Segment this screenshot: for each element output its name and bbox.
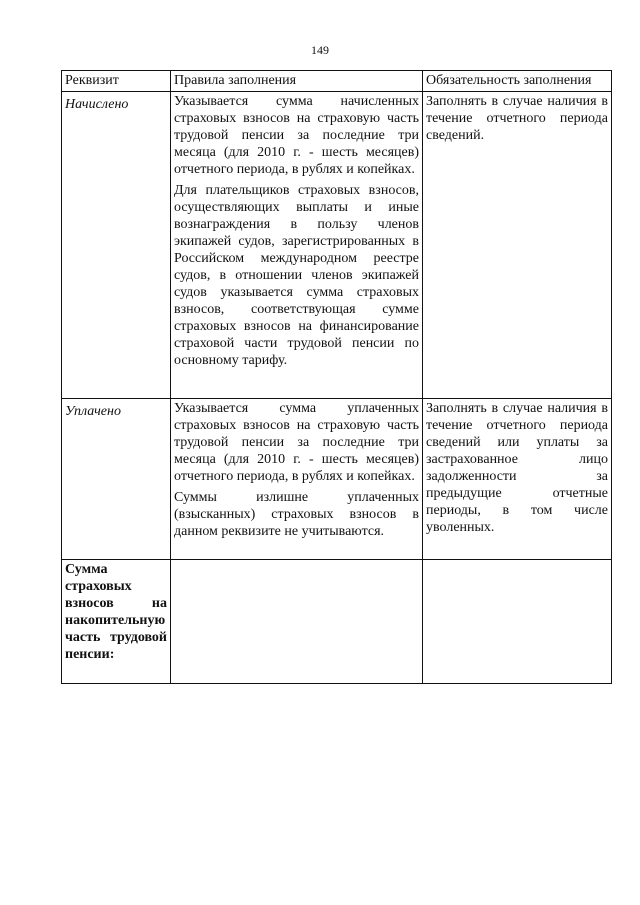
header-rules: Правила заполнения <box>171 71 423 92</box>
obligation-cell: Заполнять в случае наличия в течение отчетного периода сведений или уплаты за застрахованное лицо задолженности за предыдущие отчетные периоды, в том числе уволенных. <box>423 399 612 560</box>
rules-paragraph: Указывается сумма начисленных страховых взносов на страховую часть трудовой пенсии за последние три месяца (для 2010 г. - шесть месяцев) отчетного периода, в рублях и копейках. <box>174 94 419 177</box>
rules-cell <box>171 92 423 399</box>
requisite-cell: Уплачено <box>62 399 171 560</box>
table-header-row <box>62 71 612 92</box>
requisites-table <box>61 70 612 684</box>
rules-cell <box>171 399 423 560</box>
requisite-cell: Начислено <box>62 92 171 399</box>
table-row <box>62 399 612 560</box>
obligation-cell <box>423 560 612 684</box>
rules-paragraph: Для плательщиков страховых взносов, осуществляющих выплаты и иные вознаграждения в пользу членов экипажей судов, зарегистрированных в Российском международном реестре судов, в отношении членов экипажей судов указывается сумма страховых взносов, соответствующая сумме страховых взносов на финансирование страховой части трудовой пенсии по основному тарифу. <box>174 183 419 368</box>
obligation-cell: Заполнять в случае наличия в течение отчетного периода сведений. <box>423 92 612 399</box>
requisite-cell: Сумма страховых взносов на накопительную часть трудовой пенсии: <box>62 560 171 684</box>
rules-paragraph: Указывается сумма уплаченных страховых взносов на страховую часть трудовой пенсии за последние три месяца (для 2010 г. - шесть месяцев) отчетного периода, в рублях и копейках. <box>174 401 419 484</box>
rules-cell <box>171 560 423 684</box>
header-obligation: Обязательность заполнения <box>423 71 612 92</box>
table-row <box>62 560 612 684</box>
rules-paragraph: Суммы излишне уплаченных (взысканных) страховых взносов в данном реквизите не учитываются. <box>174 490 419 539</box>
header-requisite: Реквизит <box>62 71 171 92</box>
page-number: 149 <box>311 43 329 57</box>
table-row <box>62 92 612 399</box>
